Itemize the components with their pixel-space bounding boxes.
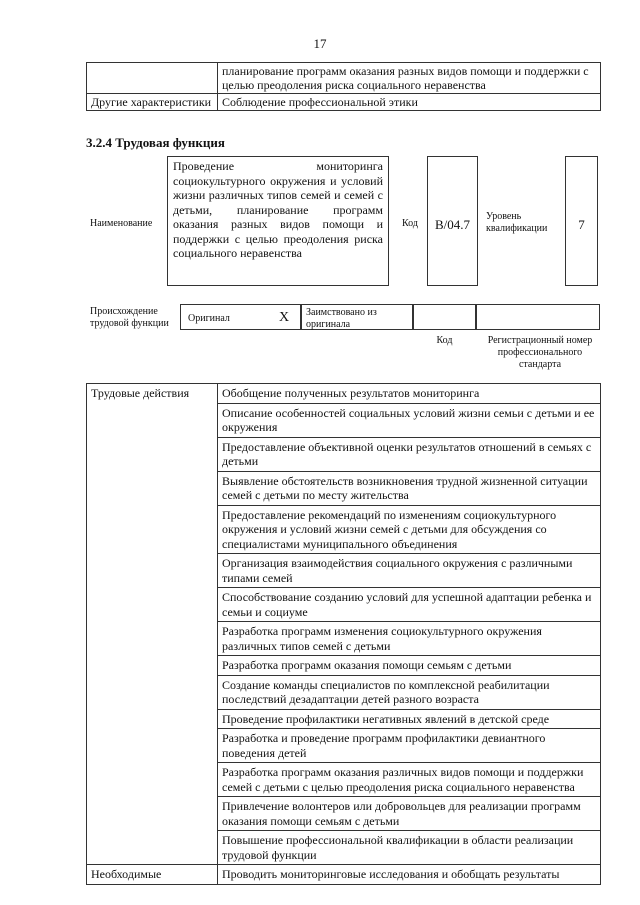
other-characteristics-label: Другие характеристики [87,94,218,111]
empty-label-cell [87,63,218,94]
borrowed-cell: Заимствовано из оригинала [301,304,413,330]
continued-text: планирование программ оказания разных видов помощи и поддержки с целью преодоления риска социального неравенства [218,63,601,94]
level-value-box [565,156,598,286]
action-item: Предоставление рекомендаций по изменениям социокультурного окружения и условий жизни семей с детьми для обсуждения со специалистами муниципального объединения [218,505,601,554]
origin-label: Происхождение трудовой функции [90,306,169,329]
action-item: Разработка и проведение программ профилактики девиантного поведения детей [218,729,601,763]
action-item: Описание особенностей социальных условий жизни семьи с детьми и ее окружения [218,403,601,437]
skills-label: Необходимые [87,865,218,885]
table-row [87,94,601,111]
actions-label: Трудовые действия [87,384,218,865]
action-item: Способствование созданию условий для успешной адаптации ребенка и семьи и социуме [218,588,601,622]
code-label: Код [402,218,418,229]
action-item: Повышение профессиональной квалификации в области реализации трудовой функции [218,831,601,865]
action-item: Разработка программ оказания различных видов помощи и поддержки семей с детьми с целью преодоления риска социального неравенства [218,763,601,797]
table-row [87,384,601,404]
level-value: 7 [578,217,585,232]
name-label: Наименование [90,218,153,229]
original-cell [180,304,301,330]
page-number: 17 [313,36,327,51]
action-item: Предоставление объективной оценки результатов отношений в семьях с детьми [218,437,601,471]
skills-item: Проводить мониторинговые исследования и обобщать результаты [218,865,601,885]
level-label: Уровень квалификации [486,211,548,234]
origin-reg-number-cell [476,304,600,330]
code-value-box [427,156,478,286]
action-item: Проведение профилактики негативных явлений в детской среде [218,709,601,729]
action-item: Создание команды специалистов по комплексной реабилитации последствий дезадаптации детей разного возраста [218,675,601,709]
other-characteristics-value: Соблюдение профессиональной этики [218,94,601,111]
action-item: Обобщение полученных результатов мониторинга [218,384,601,404]
continued-table [86,62,601,111]
action-item: Разработка программ оказания помощи семьям с детьми [218,656,601,676]
table-row [87,63,601,94]
origin-reg-caption: Регистрационный номер профессионального стандарта [487,335,593,370]
original-label: Оригинал [188,313,230,324]
table-row [87,865,601,885]
action-item: Привлечение волонтеров или добровольцев для реализации программ оказания помощи семьям с детьми [218,797,601,831]
origin-code-caption: Код [436,335,453,346]
actions-table [86,383,601,885]
action-item: Выявление обстоятельств возникновения трудной жизненной ситуации семей с детьми по месту жительства [218,471,601,505]
code-value: B/04.7 [434,217,471,232]
section-title: 3.2.4 Трудовая функция [86,135,225,150]
action-item: Разработка программ изменения социокультурного окружения различных типов семей с детьми [218,622,601,656]
function-name-box: Проведение мониторинга социокультурного окружения и условий жизни различных типов семей и семей с детьми, планирование программ оказания разных видов помощи и поддержки с целью преодоления риска социального неравенства [167,156,389,286]
origin-code-cell [413,304,476,330]
original-mark: X [279,310,290,325]
action-item: Организация взаимодействия социального окружения с различными типами семей [218,554,601,588]
